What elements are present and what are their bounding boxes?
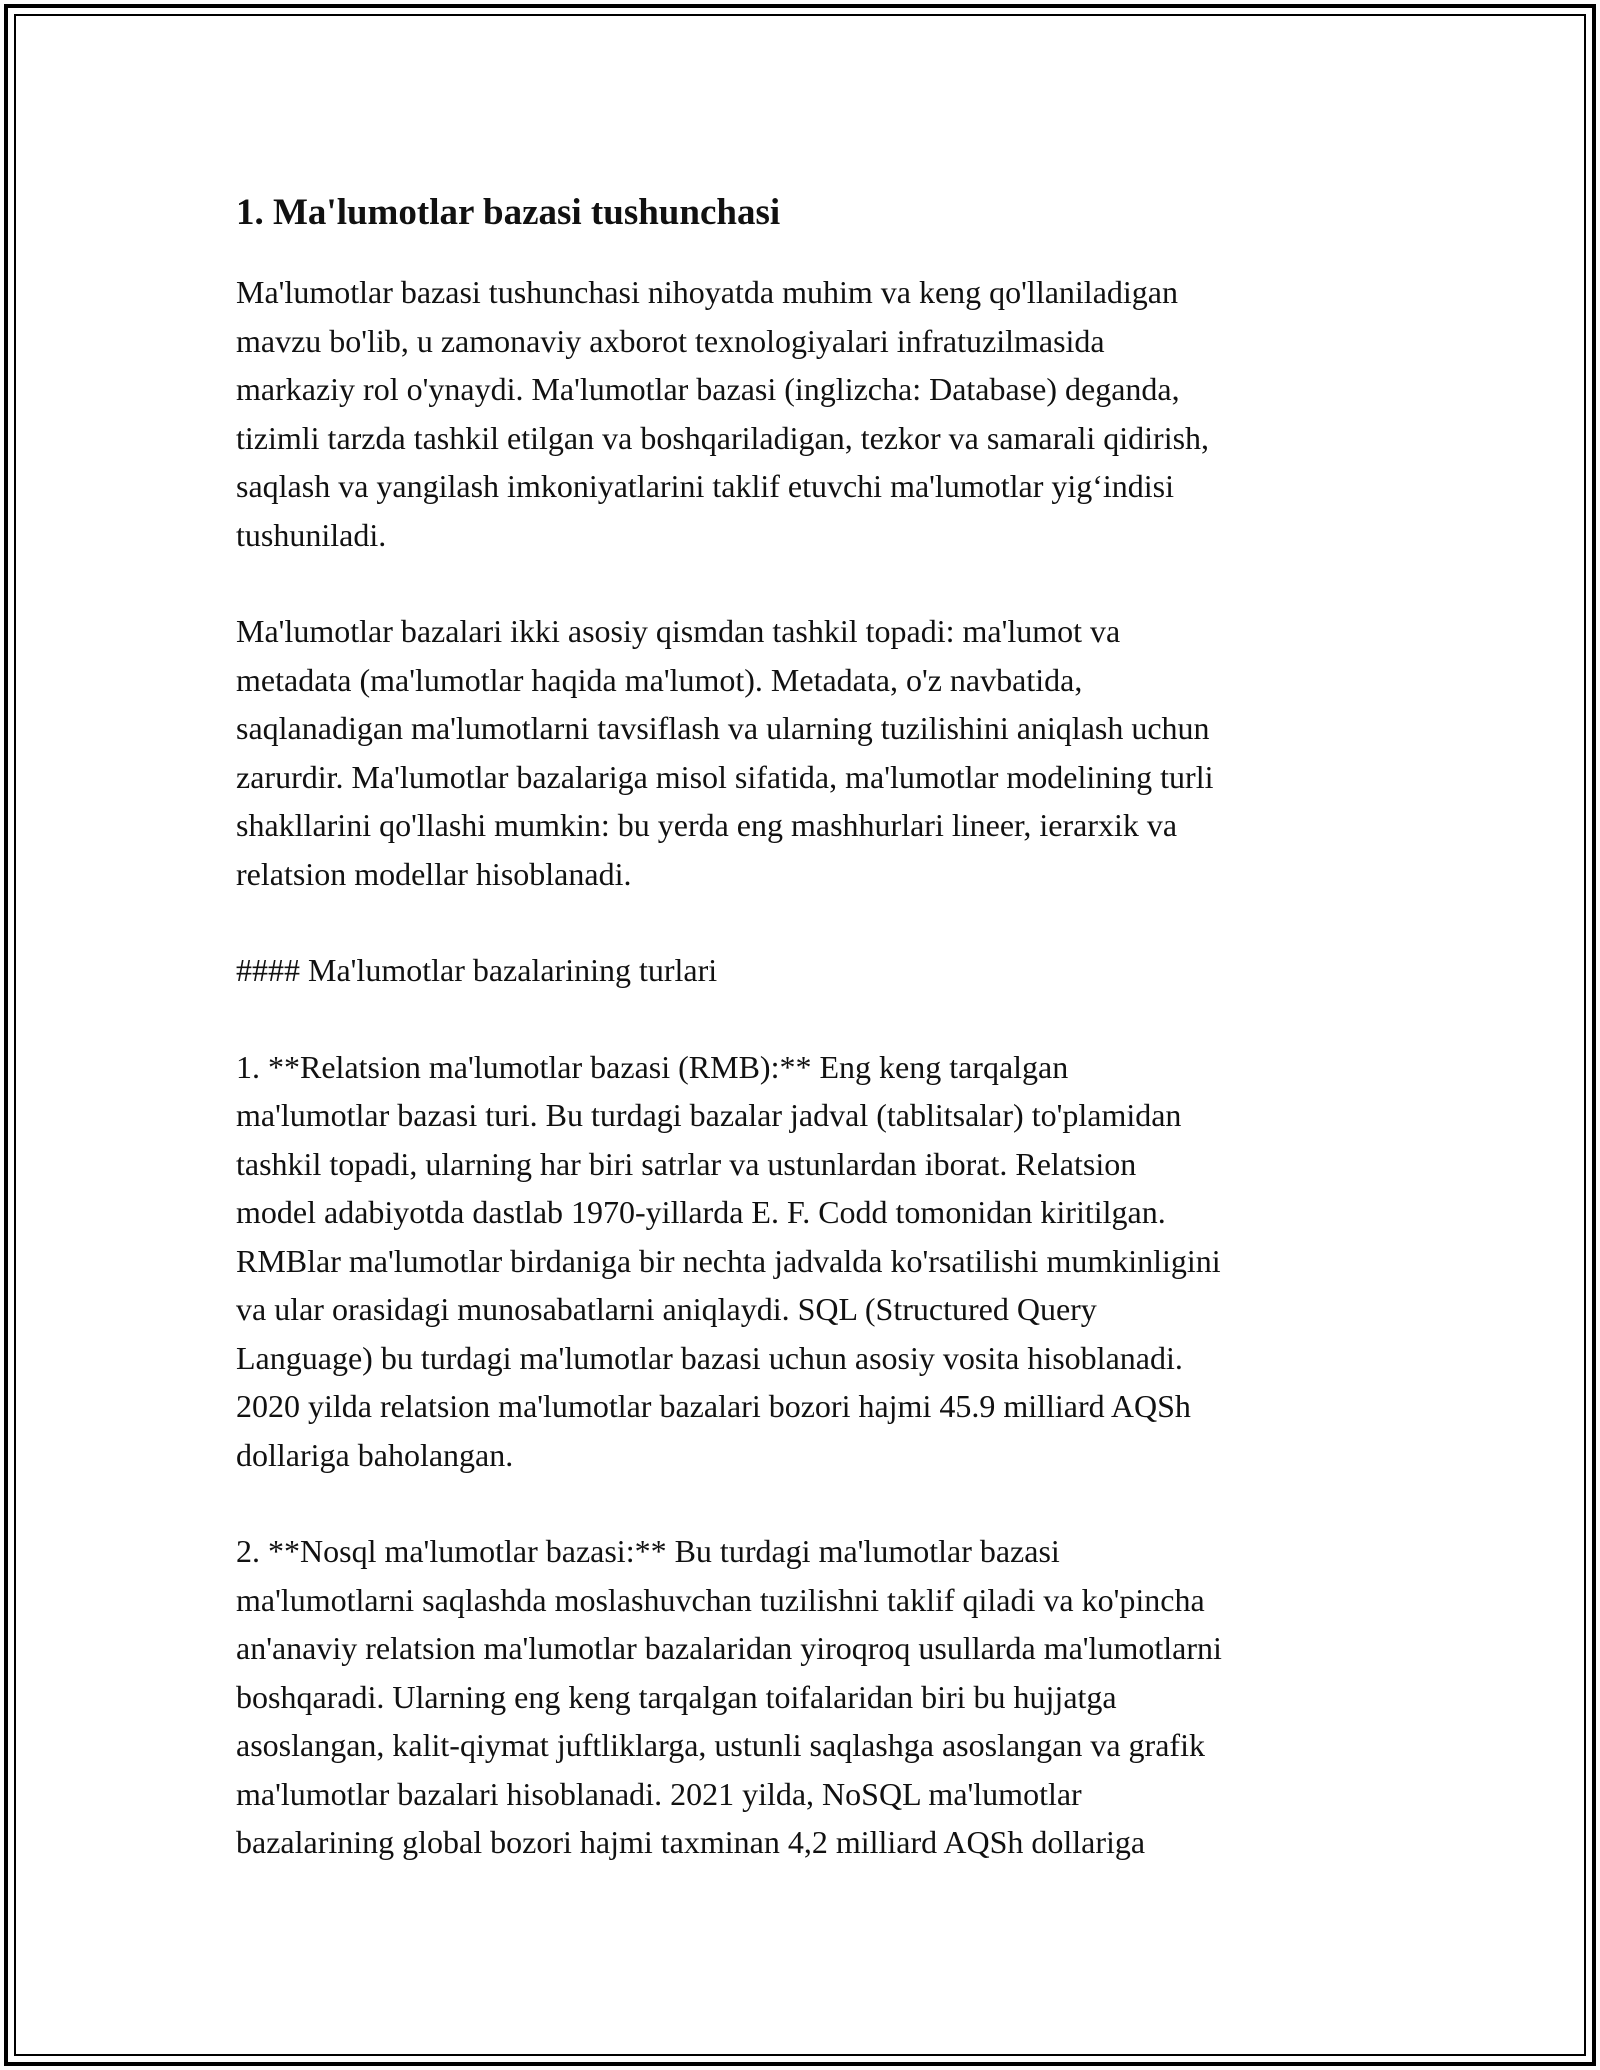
paragraph-subheading-types: #### Ma'lumotlar bazalarining turlari: [236, 952, 718, 988]
paragraph-relational-db: 1. **Relatsion ma'lumotlar bazasi (RMB):** Eng keng tarqalgan ma'lumotlar bazasi turi. Bu turdagi bazalar jadval (tablitsalar) to'plamidan tashkil topadi, ularning har biri satrlar va ustunlardan iborat. Relatsion model adabiyotda dastlab 1970-yillarda E. F. Codd tomonidan kiritilgan. RMBlar ma'lumotlar birdaniga bir nechta jadvalda ko'rsatilishi mumkinligini va ular orasidagi munosabatlarni aniqlaydi. SQL (Structured Query Language) bu turdagi ma'lumotlar bazasi uchun asosiy vosita hisoblanadi. 2020 yilda relatsion ma'lumotlar bazalari bozori hajmi 45.9 milliard AQSh dollariga baholangan.: [236, 1048, 1221, 1473]
paragraph-definition: Ma'lumotlar bazasi tushunchasi nihoyatda muhim va keng qo'llaniladigan mavzu bo'lib, u zamonaviy axborot texnologiyalari infratuzilmasida markaziy rol o'ynaydi. Ma'lumotlar bazasi (inglizcha: Database) deganda, tizimli tarzda tashkil etilgan va boshqariladigan, tezkor va samarali qidirish, saqlash va yangilash imkoniyatlarini taklif etuvchi ma'lumotlar yig‘indisi tushuniladi.: [236, 274, 1210, 553]
paragraph-components: Ma'lumotlar bazalari ikki asosiy qismdan tashkil topadi: ma'lumot va metadata (ma'lumotlar haqida ma'lumot). Metadata, o'z navbatida, saqlanadigan ma'lumotlarni tavsiflash va ularning tuzilishini aniqlash uchun zarurdir. Ma'lumotlar bazalariga misol sifatida, ma'lumotlar modelining turli shakllarini qo'llashi mumkin: bu yerda eng mashhurlari lineer, ierarxik va relatsion modellar hisoblanadi.: [236, 613, 1214, 892]
section-heading: 1. Ma'lumotlar bazasi tushunchasi: [236, 192, 781, 233]
paragraph-nosql-db: 2. **Nosql ma'lumotlar bazasi:** Bu turdagi ma'lumotlar bazasi ma'lumotlarni saqlashda moslashuvchan tuzilishni taklif qiladi va ko'pincha an'anaviy relatsion ma'lumotlar bazalaridan yiroqroq usullarda ma'lumotlarni boshqaradi. Ularning eng keng tarqalgan toifalaridan biri bu hujjatga asoslangan, kalit-qiymat juftliklarga, ustunli saqlashga asoslangan va grafik ma'lumotlar bazalari hisoblanadi. 2021 yilda, NoSQL ma'lumotlar bazalarining global bozori hajmi taxminan 4,2 milliard AQSh dollariga: [236, 1533, 1222, 1860]
document-body: [236, 184, 1376, 1915]
